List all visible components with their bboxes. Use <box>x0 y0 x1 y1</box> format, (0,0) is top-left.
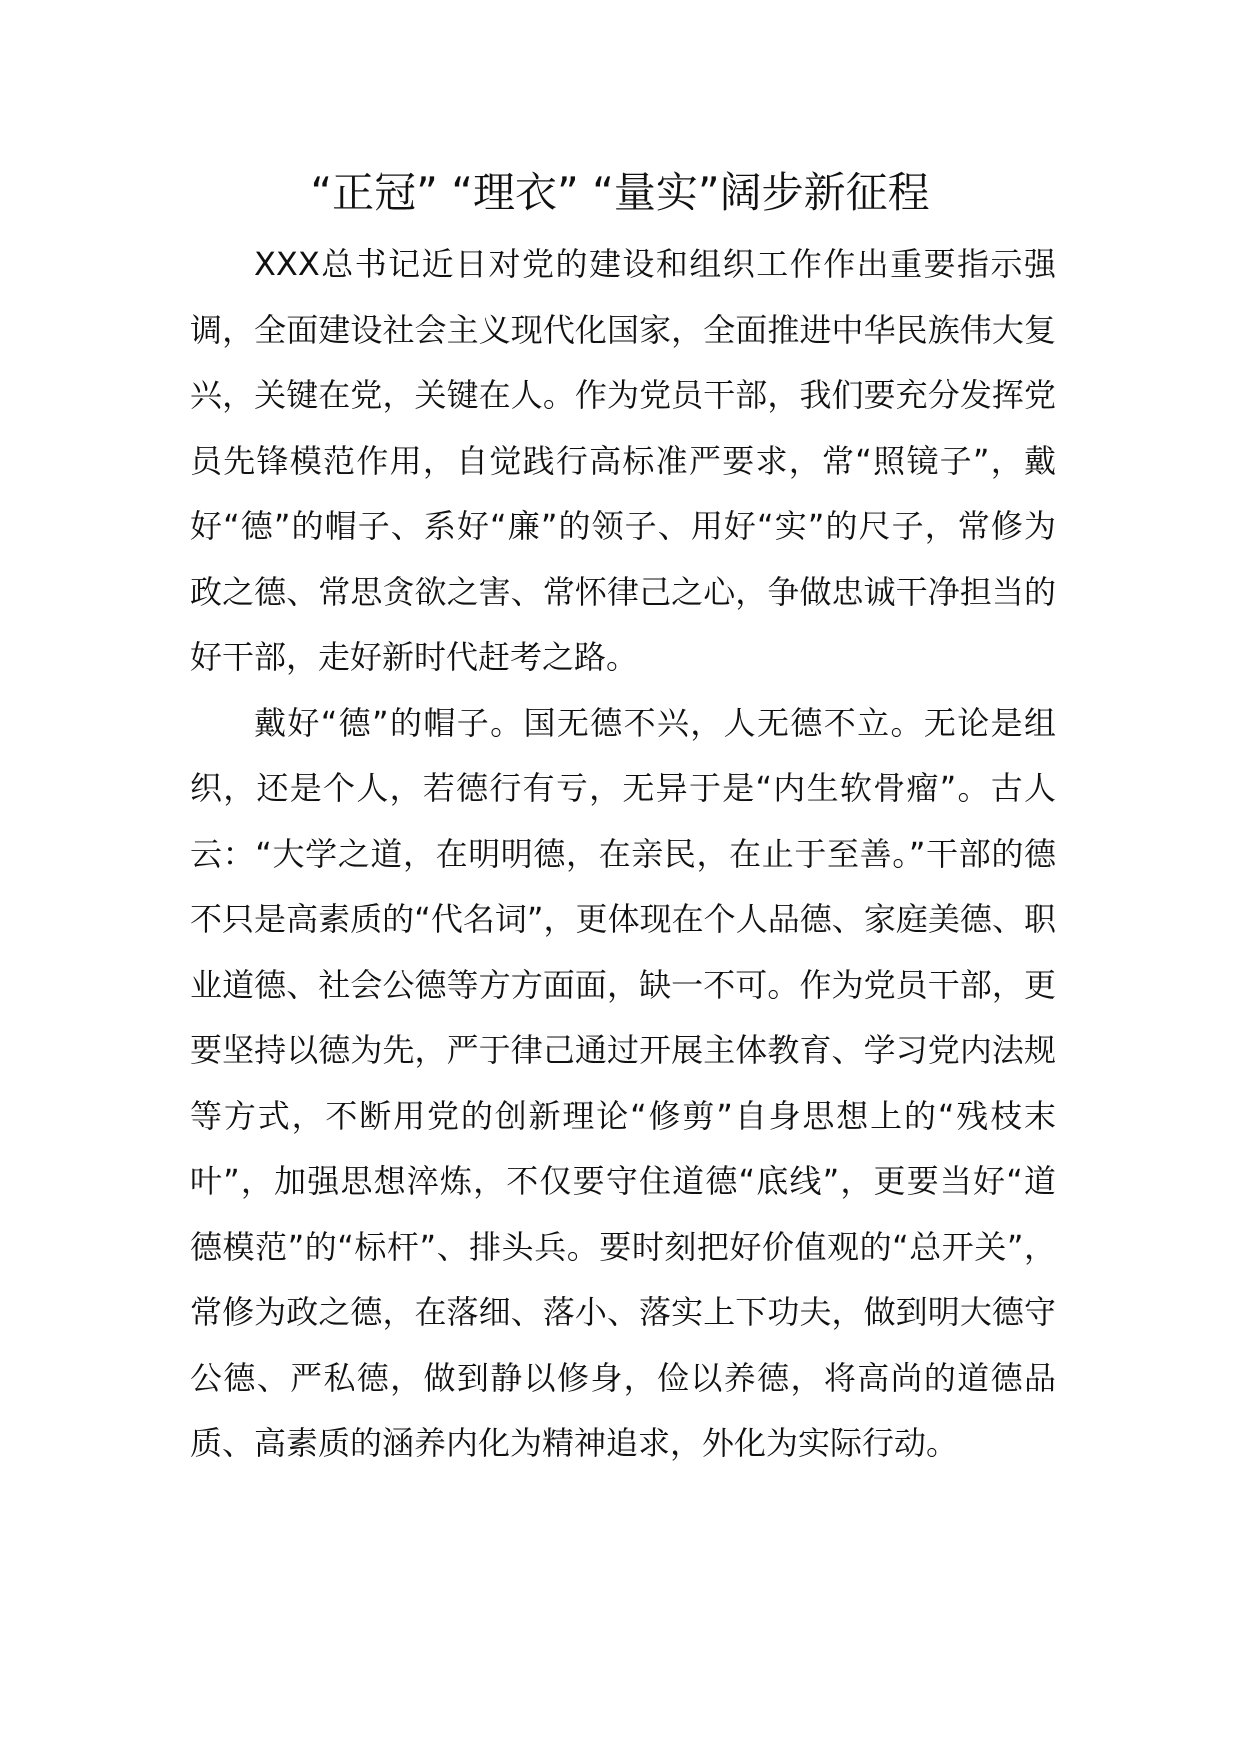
page-title: “正冠” “理衣” “量实”阔步新征程 <box>310 168 930 217</box>
document-body <box>190 232 1056 1477</box>
paragraph-intro: XXX总书记近日对党的建设和组织工作作出重要指示强调，全面建设社会主义现代化国家，全面推进中华民族伟大复兴，关键在党，关键在人。作为党员干部，我们要充分发挥党员先锋模范作用，自觉践行高标准严要求，常“照镜子”，戴好“德”的帽子、系好“廉”的领子、用好“实”的尺子，常修为政之德、常思贪欲之害、常怀律己之心，争做忠诚干净担当的好干部，走好新时代赶考之路。 <box>190 245 1056 676</box>
paragraph-virtue: 戴好“德”的帽子。国无德不兴，人无德不立。无论是组织，还是个人，若德行有亏，无异于是“内生软骨瘤”。古人云：“大学之道，在明明德，在亲民，在止于至善。”干部的德不只是高素质的“代名词”，更体现在个人品德、家庭美德、职业道德、社会公德等方方面面，缺一不可。作为党员干部，更要坚持以德为先，严于律己通过开展主体教育、学习党内法规等方式，不断用党的创新理论“修剪”自身思想上的“残枝末叶”，加强思想淬炼，不仅要守住道德“底线”，更要当好“道德模范”的“标杆”、排头兵。要时刻把好价值观的“总开关”，常修为政之德，在落细、落小、落实上下功夫，做到明大德守公德、严私德，做到静以修身，俭以养德，将高尚的道德品质、高素质的涵养内化为精神追求，外化为实际行动。 <box>190 703 1056 1462</box>
